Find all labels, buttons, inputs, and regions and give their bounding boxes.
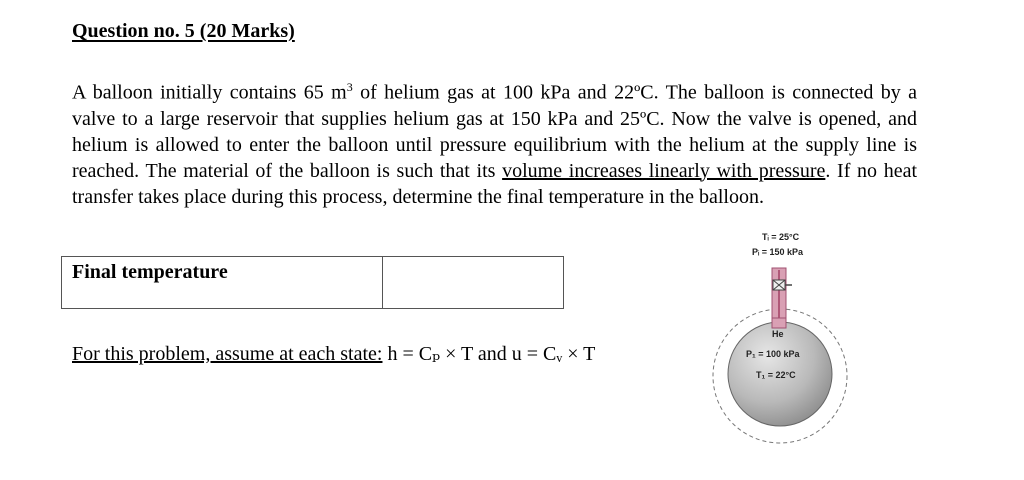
answer-table [61, 256, 564, 309]
answer-value-cell[interactable] [383, 257, 564, 309]
question-text [72, 74, 917, 210]
answer-row [62, 257, 564, 309]
balloon-temperature-label: T₁ = 22°C [756, 370, 796, 380]
gas-label: He [772, 329, 784, 339]
question-text-part-3: . If no heat transfer takes place during this process, determine the final temperature in the balloon. [72, 159, 918, 208]
valve-icon [773, 280, 792, 290]
underlined-phrase: volume increases linearly with pressure [502, 159, 826, 182]
assumption-formula: h = Cₚ × T and u = Cᵥ × T [382, 343, 596, 365]
assumption-line [72, 341, 595, 366]
balloon-pressure-label: P₁ = 100 kPa [746, 349, 800, 359]
answer-label: Final temperature [62, 257, 383, 309]
question-heading: Question no. 5 (20 Marks) [72, 20, 295, 42]
supply-temperature-label: Tᵢ = 25°C [762, 232, 800, 242]
unit-superscript: 3 [346, 80, 353, 94]
question-text-part-1: A balloon initially contains 65 m [72, 81, 347, 104]
question-text-part-2: of helium gas at 100 kPa and 22ºC. The balloon is connected by a valve to a large reservoir that supplies helium gas at 150 kPa and 25ºC. Now the valve is opened, and helium is allowed to enter the balloon until pressure equilibrium with the helium at the supply line is reached. The material of the balloon is such that its [72, 81, 917, 182]
balloon-figure [700, 228, 860, 448]
assumption-lead: For this problem, assume at each state: [72, 343, 383, 365]
supply-pressure-label: Pᵢ = 150 kPa [752, 247, 804, 257]
